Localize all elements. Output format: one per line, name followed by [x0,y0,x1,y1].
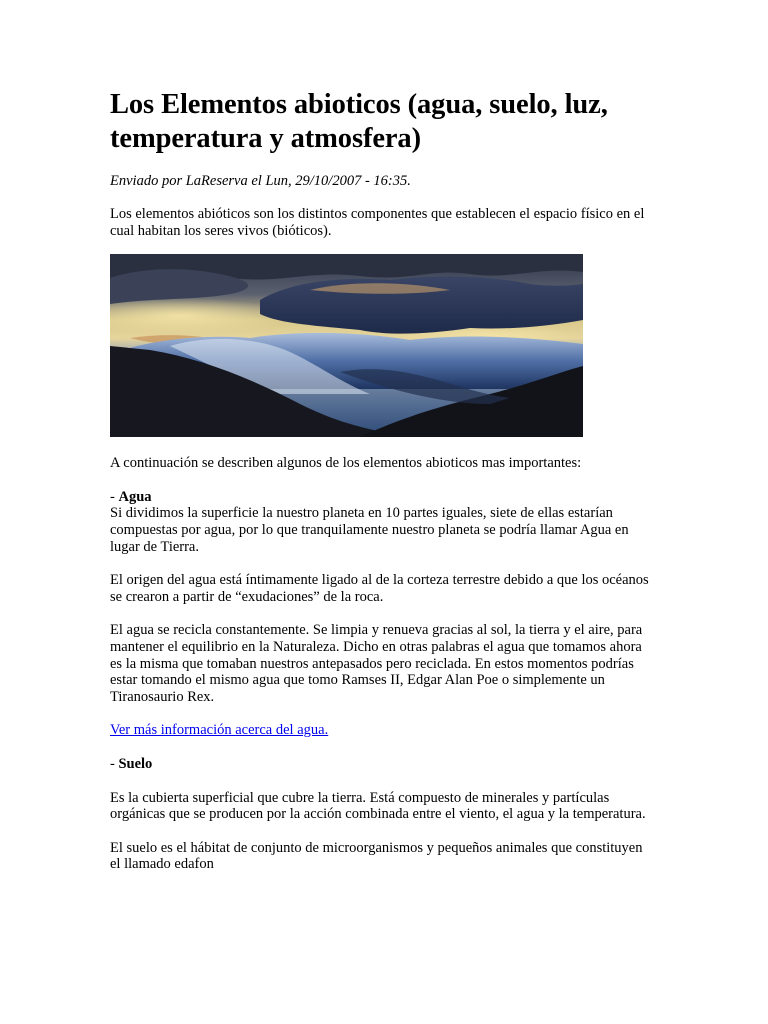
suelo-heading [110,756,655,773]
suelo-heading-dash: - [110,755,119,772]
agua-heading-label: Agua [118,488,152,505]
suelo-heading-label: Suelo [118,755,153,772]
agua-more-info-link[interactable]: Ver más información acerca del agua. [110,722,329,739]
agua-heading-dash: - [110,488,119,505]
intro-paragraph: Los elementos abióticos son los distintos componentes que establecen el espacio físico en el cual habitan los seres vivos (bióticos). [110,206,645,239]
article [110,88,655,873]
agua-paragraph-1: Si dividimos la superficie la nuestro planeta en 10 partes iguales, siete de ellas estarían compuestas por agua, por lo que tranquilamente nuestro planeta se podría llamar Agua en lugar de Tierra. [110,505,629,555]
suelo-paragraph-1: Es la cubierta superficial que cubre la tierra. Está compuesto de minerales y partículas orgánicas que se producen por la acción combinada entre el viento, el agua y la temperatura. [110,789,646,823]
mountain-clouds-photo [110,254,583,437]
agua-paragraph-2: El origen del agua está íntimamente ligado al de la corteza terrestre debido a que los océanos se crearon a partir de “exudaciones” de la roca. [110,572,649,605]
suelo-paragraph-2: El suelo es el hábitat de conjunto de microorganismos y pequeños animales que constituyen el llamado edafon [110,839,643,873]
agua-heading [110,489,655,506]
article-title: Los Elementos abioticos (agua, suelo, luz, temperatura y atmosfera) [110,89,608,154]
article-byline: Enviado por LaReserva el Lun, 29/10/2007 - 16:35. [110,173,411,189]
agua-paragraph-3: El agua se recicla constantemente. Se limpia y renueva gracias al sol, la tierra y el aire, para mantener el equilibrio en la Naturaleza. Dicho en otras palabras el agua que tomamos ahora es la misma que tomaban nuestros antepasados pero reciclada. En estos momentos podrías estar tomando el mismo agua que tomo Ramses II, Edgar Alan Poe o simplemente un Tiranosaurio Rex. [110,622,643,705]
lead-paragraph: A continuación se describen algunos de los elementos abioticos mas importantes: [110,455,582,472]
